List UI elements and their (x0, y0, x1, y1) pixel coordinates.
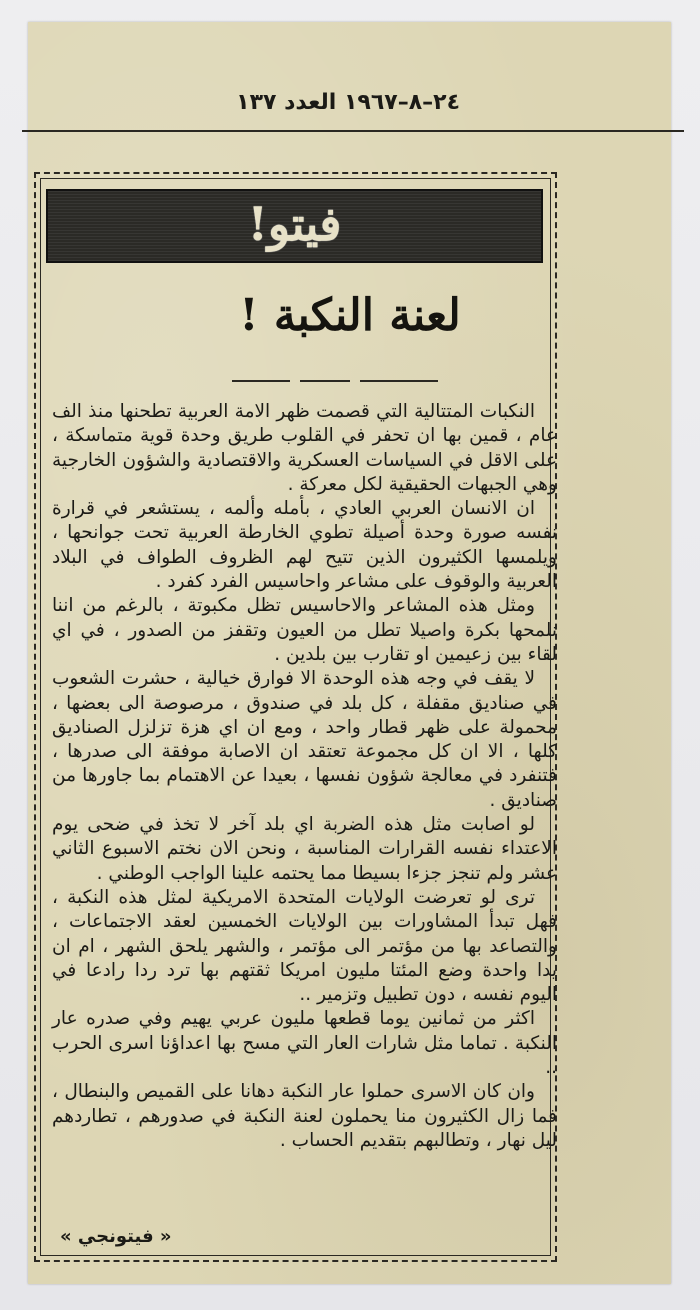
article-paragraph: اكثر من ثمانين يوما قطعها مليون عربي يهيم وفي صدره عار النكبة . تماما مثل شارات العار التي مسح بها اعداؤنا اسرى الحرب .. (52, 1008, 557, 1079)
article-paragraph: ترى لو تعرضت الولايات المتحدة الامريكية لمثل هذه النكبة ، فهل تبدأ المشاورات بين الولايات الخمسين لعقد الاجتماعات ، والتصاعد بها من مؤتمر الى مؤتمر ، والشهر يلحق الشهر ، ام ان يدا واحدة وضع المئتا مليون امريكا ثقتهم بها ترد ردا رادعا في اليوم نفسه ، دون تطبيل وتزمير .. (52, 886, 557, 1006)
headline-separator (300, 380, 350, 382)
article-headline: لعنة النكبة ! (239, 290, 461, 341)
author-signature: « فيتونجي » (60, 1226, 172, 1247)
header-rule (22, 130, 684, 132)
headline-separator (360, 380, 438, 382)
article-body (52, 400, 557, 1153)
article-paragraph: النكبات المتتالية التي قصمت ظهر الامة العربية تطحنها منذ الف عام ، قمين بها ان تحفر في القلوب طريق وحدة قوية متماسكة ، على الاقل في السياسات العسكرية والاقتصادية والشؤون الخارجية وهي الجبهات الحقيقية لكل معركة . (52, 401, 557, 495)
column-banner (46, 189, 543, 263)
article-paragraph: لو اصابت مثل هذه الضربة اي بلد آخر لا تخذ في ضحى يوم الاعتداء نفسه القرارات المناسبة ، ونحن الان نختم الاسبوع الثاني عشر ولم تنجز جزءا بسيطا مما يحتمه علينا الواجب الوطني . (52, 814, 557, 884)
article-paragraph: لا يقف في وجه هذه الوحدة الا فوارق خيالية ، حشرت الشعوب في صناديق مقفلة ، كل بلد في صندوق ، مرصوصة الى بعضها ، محمولة على ظهر قطار واحد ، ومع ان اي هزة تزلزل الصناديق كلها ، الا ان كل مجموعة تعتقد ان الاصابة موفقة الى صدرها ، فتنفرد في معالجة شؤون نفسها ، بعيدا عن الاهتمام بما جاورها من صناديق . (52, 668, 557, 811)
article-paragraph: ان الانسان العربي العادي ، بأمله وألمه ، يستشعر في قرارة نفسه صورة وحدة أصيلة تطوي الخارطة العربية تحت جوانحها ، ويلمسها الكثيرون الذين تتيح لهم الظروف الطواف في البلاد العربية والوقوف على مشاعر واحاسيس الفرد كفرد . (52, 498, 557, 593)
article-paragraph: وان كان الاسرى حملوا عار النكبة دهانا على القميص والبنطال ، فما زال الكثيرون منا يحملون لعنة النكبة في صدورهم ، تطاردهم ليل نهار ، وتطالبهم بتقديم الحساب . (52, 1081, 557, 1151)
article-paragraph: ومثل هذه المشاعر والاحاسيس تظل مكبوتة ، بالرغم من اننا نلمحها بكرة واصيلا تطل من العيون وتقفز من الصدور ، في اي لقاء بين زعيمين او تقارب بين بلدين . (52, 595, 557, 665)
headline-separator (232, 380, 290, 382)
issue-dateline: ٢٤–٨–١٩٦٧ العدد ١٣٧ (236, 90, 460, 115)
column-title: فيتو! (247, 197, 342, 251)
